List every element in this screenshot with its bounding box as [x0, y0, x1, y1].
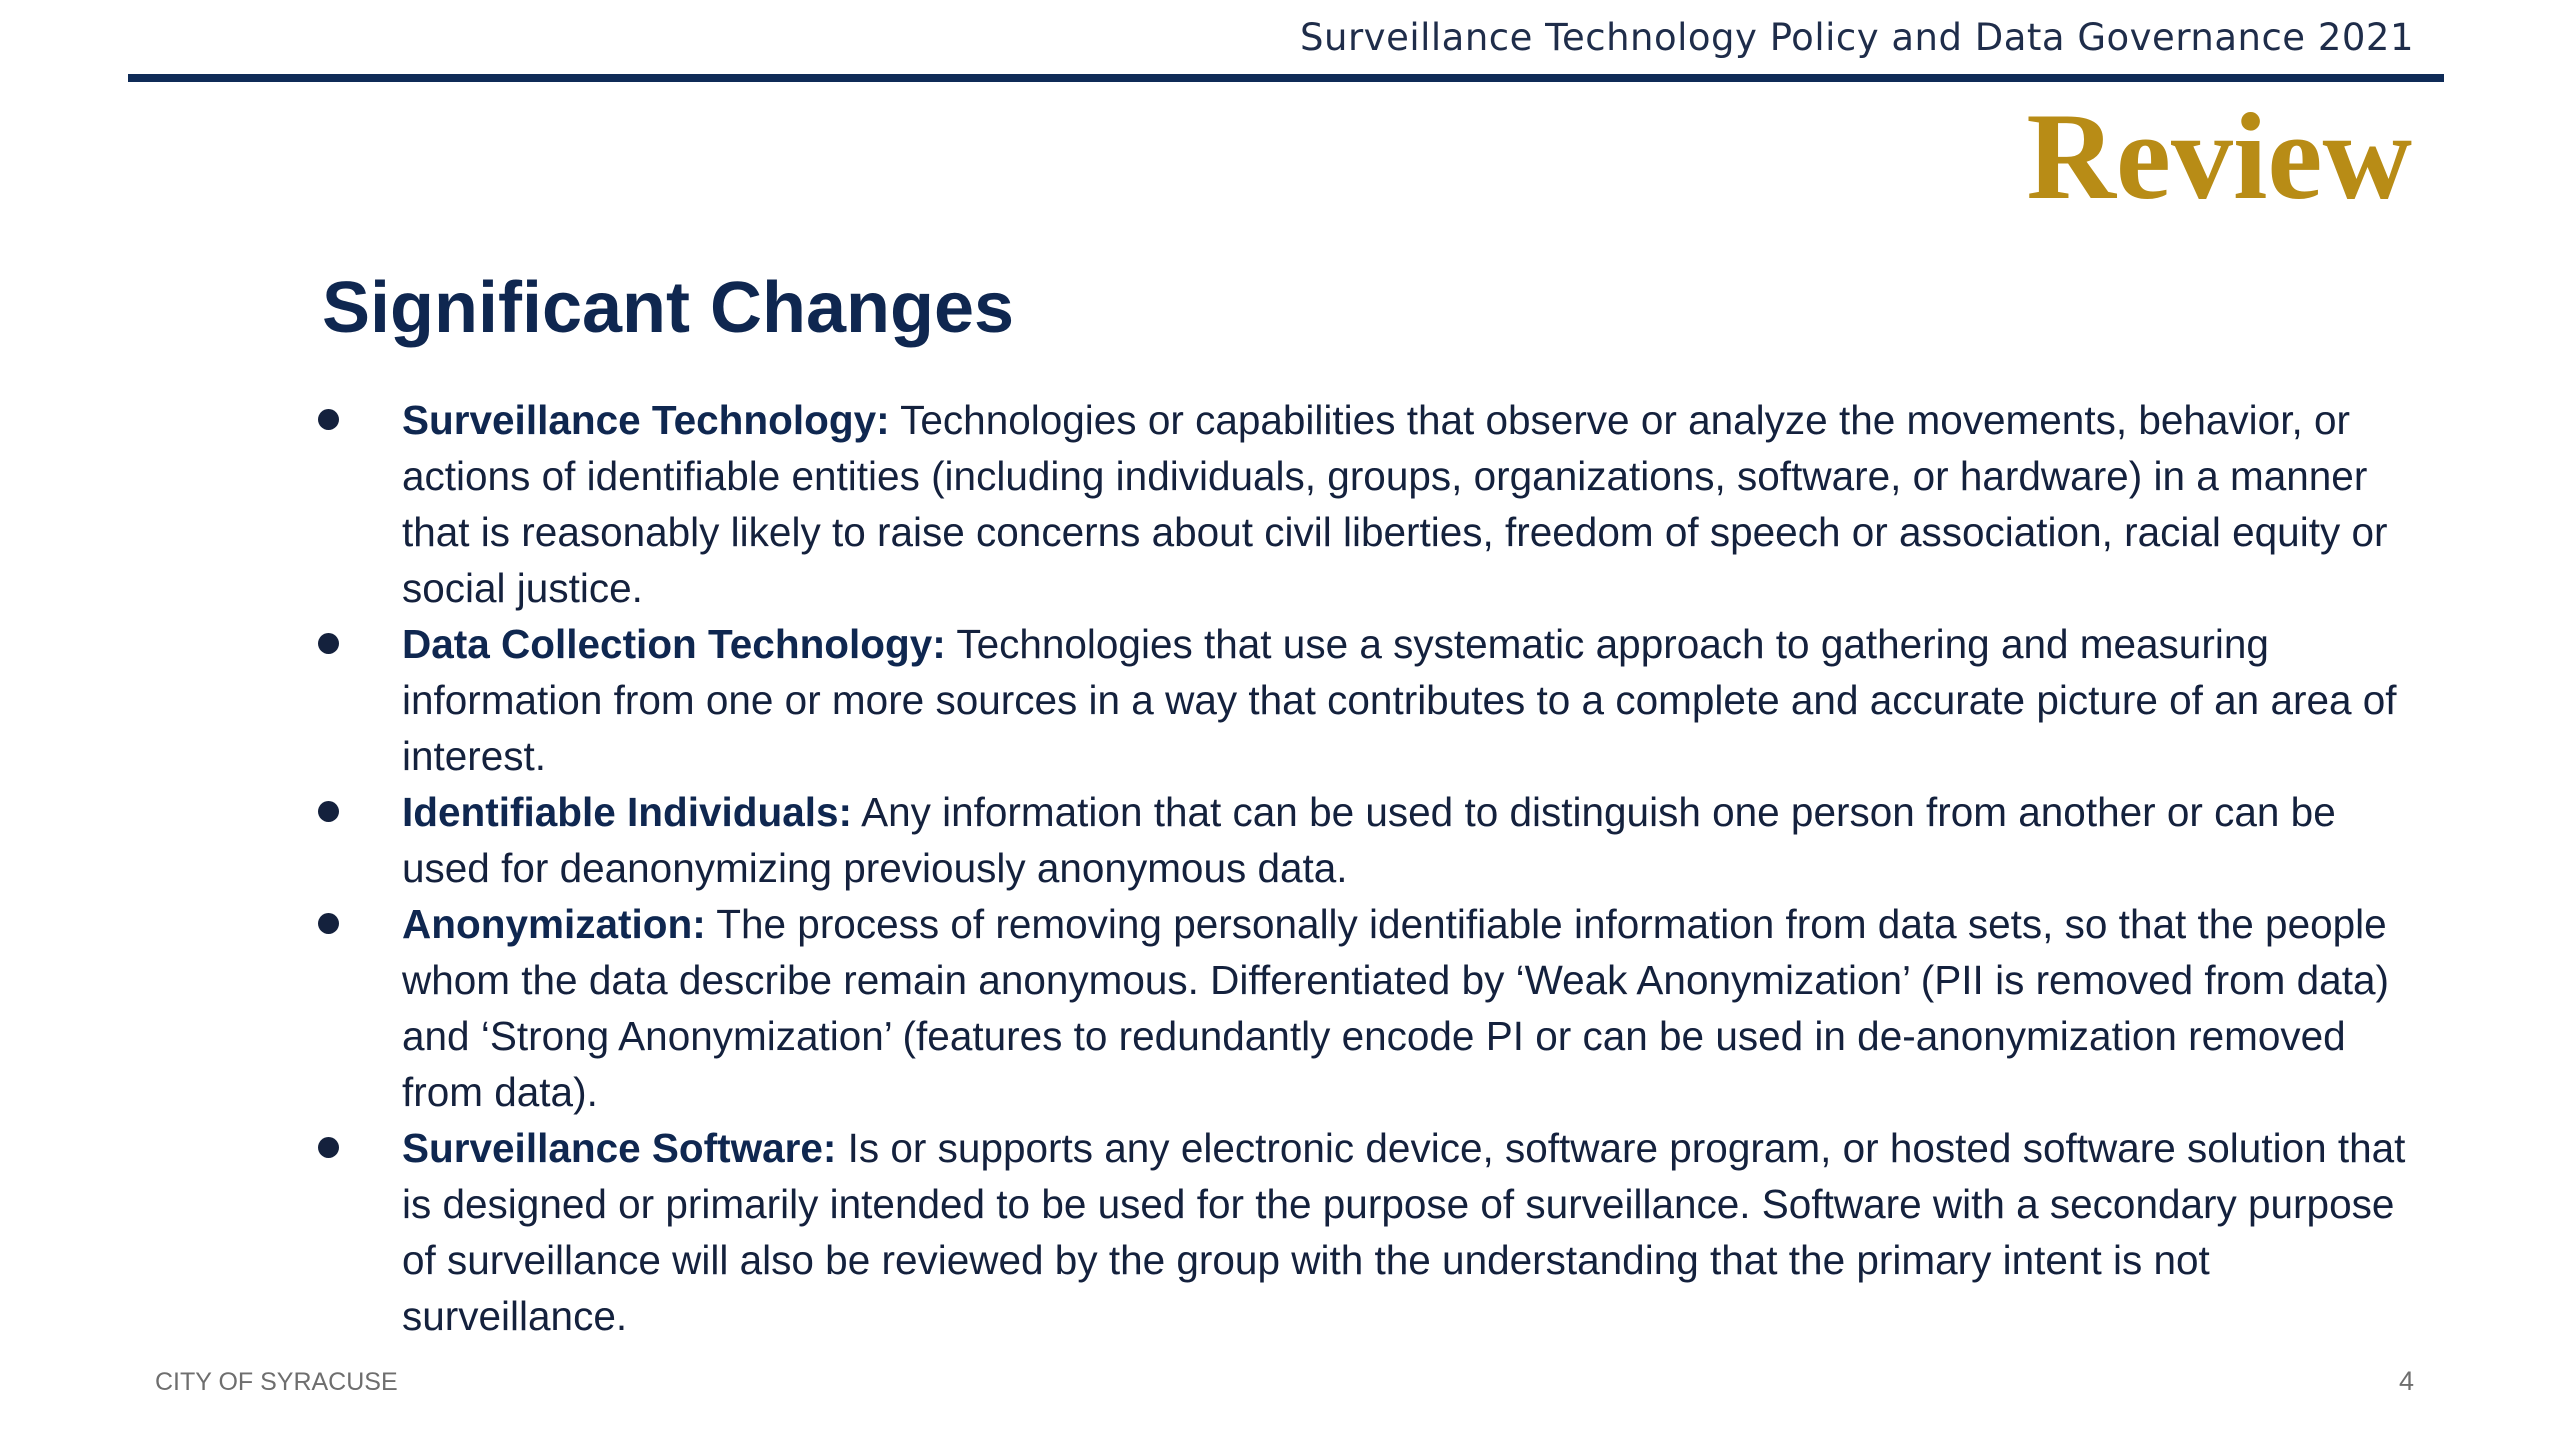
definition-text: Is or supports any electronic device, software program, or hosted software solution that is designed or primarily intended to be used for the purpose of surveillance. Software with a secondary purpose of surveillance will also be reviewed by the group with the understanding that the primary intent is not surveillance. [402, 1125, 2406, 1339]
bullet-icon [318, 1137, 339, 1158]
definition-text: Technologies or capabilities that observe or analyze the movements, behavior, or actions of identifiable entities (including individuals, groups, organizations, software, or hardware) in a manner that is reasonably likely to raise concerns about civil liberties, freedom of speech or association, racial equity or social justice. [402, 397, 2388, 611]
bullet-icon [318, 633, 339, 654]
list-item [310, 784, 2420, 896]
definitions-list [310, 392, 2420, 1344]
definition-term: Anonymization: [402, 901, 706, 947]
list-item [310, 392, 2420, 616]
section-heading: Significant Changes [322, 268, 1015, 348]
definition-text: Any information that can be used to distinguish one person from another or can be used for deanonymizing previously anonymous data. [402, 789, 2336, 891]
definition-term: Data Collection Technology: [402, 621, 946, 667]
list-item [310, 896, 2420, 1120]
definition-text: Technologies that use a systematic approach to gathering and measuring information from one or more sources in a way that contributes to a complete and accurate picture of an area of interest. [402, 621, 2397, 779]
definition-term: Identifiable Individuals: [402, 789, 853, 835]
bullet-icon [318, 801, 339, 822]
footer-organization: CITY OF SYRACUSE [155, 1368, 398, 1396]
review-label: Review [2026, 88, 2412, 225]
definition-text: The process of removing personally identifiable information from data sets, so that the people whom the data describe remain anonymous. Differentiated by ‘Weak Anonymization’ (PII is removed from data) and ‘Strong Anonymization’ (features to redundantly encode PI or can be used in de-anonymization removed from data). [402, 901, 2389, 1115]
document-title: Surveillance Technology Policy and Data Governance 2021 [1300, 16, 2414, 59]
page-number: 4 [2398, 1366, 2414, 1396]
list-item [310, 616, 2420, 784]
definition-term: Surveillance Software: [402, 1125, 837, 1171]
header-divider [128, 74, 2444, 82]
bullet-icon [318, 913, 339, 934]
definition-term: Surveillance Technology: [402, 397, 890, 443]
list-item [310, 1120, 2420, 1344]
bullet-icon [318, 409, 339, 430]
